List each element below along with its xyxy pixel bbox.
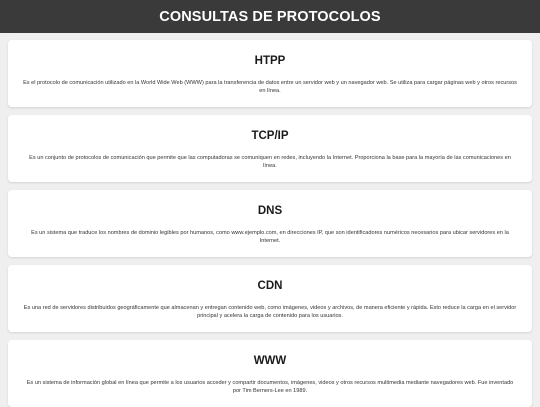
protocol-card-www bbox=[8, 340, 532, 407]
page-title: CONSULTAS DE PROTOCOLOS bbox=[159, 8, 381, 25]
protocol-card-tcp-ip bbox=[8, 115, 532, 182]
protocol-description: Es un conjunto de protocolos de comunicación que permite que las computadoras se comuniquen en redes, incluyendo la Internet. Proporciona la base para la mayoría de las comunicaciones en línea. bbox=[29, 155, 511, 169]
protocol-description: Es un sistema que traduce los nombres de dominio legibles por humanos, como www.ejemplo.com, en direcciones IP, que son identificadores numéricos necesarios para ubicar servidores en la Internet. bbox=[31, 230, 509, 244]
protocol-title: WWW bbox=[253, 355, 287, 367]
protocol-title: TCP/IP bbox=[251, 130, 289, 142]
protocol-description: Es una red de servidores distribuidos geográficamente que almacenan y entregan contenido web, como imágenes, videos y archivos, de manera eficiente y rápida. Esto reduce la carga en el servidor principal y acelera la carga de contenido para los usuarios. bbox=[23, 305, 517, 319]
page-header bbox=[0, 0, 540, 33]
protocol-card-dns bbox=[8, 190, 532, 257]
protocol-list bbox=[0, 33, 540, 407]
protocol-title: DNS bbox=[257, 205, 283, 217]
protocol-title: CDN bbox=[257, 280, 283, 292]
protocol-card-cdn bbox=[8, 265, 532, 332]
protocol-card-http bbox=[8, 40, 532, 107]
protocol-title: HTPP bbox=[254, 55, 286, 67]
protocol-description: Es un sistema de información global en línea que permite a los usuarios acceder y compartir documentos, imágenes, videos y otros recursos multimedia mediante navegadores web. Fue inventado por Tim Berners-Lee en 1989. bbox=[26, 380, 514, 394]
protocol-description: Es el protocolo de comunicación utilizado en la World Wide Web (WWW) para la transferencia de datos entre un servidor web y un navegador web. Se utiliza para cargar páginas web y otros recursos en línea. bbox=[23, 80, 517, 94]
